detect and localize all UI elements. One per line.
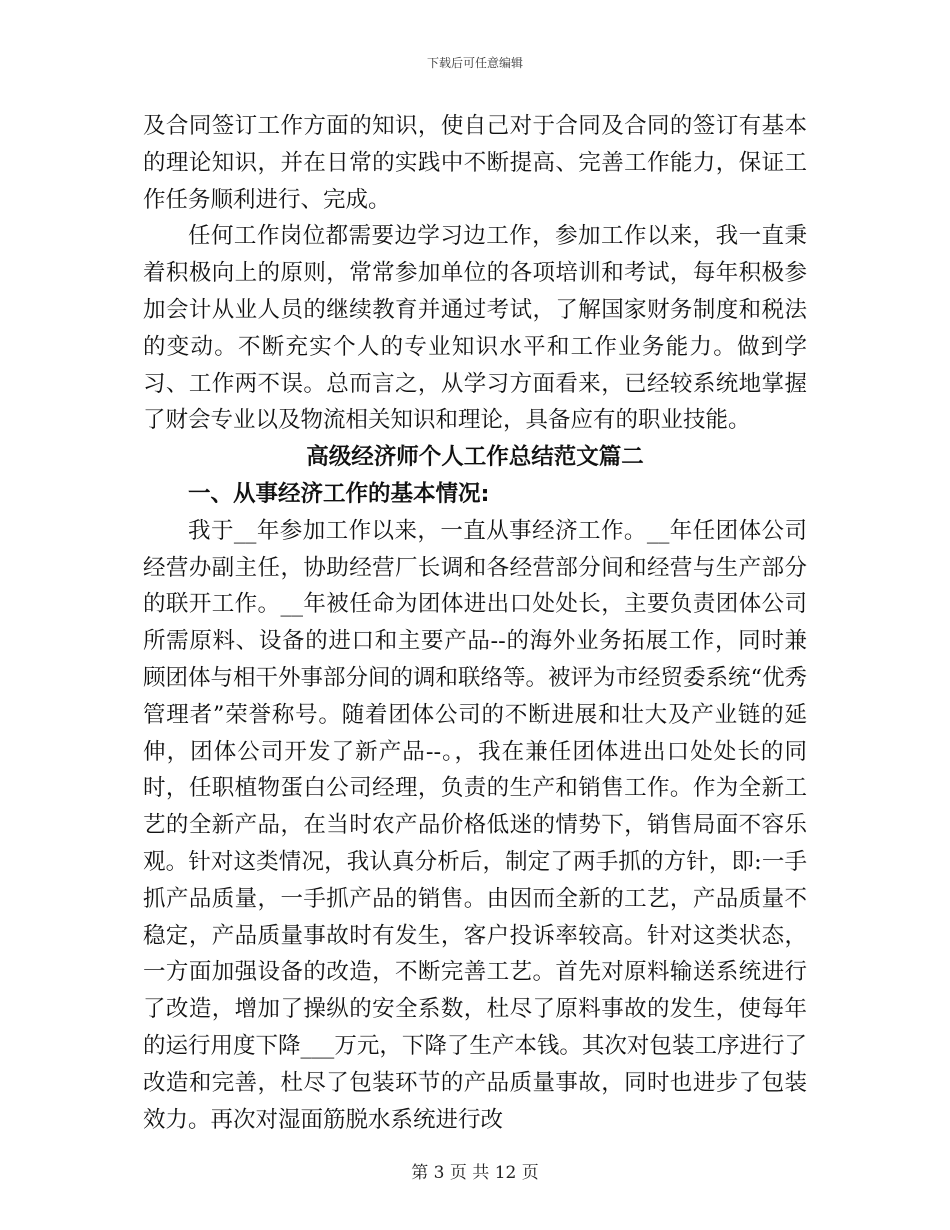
- paragraph-learning: 任何工作岗位都需要边学习边工作，参加工作以来，我一直秉着积极向上的原则，常常参加单位的各项培训和考试，每年积极参加会计从业人员的继续教育并通过考试，了解国家财务制度和税法的变动。不断充实个人的专业知识水平和工作业务能力。做到学习、工作两不误。总而言之，从学习方面看来，已经较系统地掌握了财会专业以及物流相关知识和理论，具备应有的职业技能。: [143, 223, 807, 434]
- sub-heading-basic-situation: 一、从事经济工作的基本情况:: [188, 480, 490, 507]
- page-number-footer: 第 3 页 共 12 页: [411, 1163, 539, 1183]
- document-body: [143, 108, 807, 1138]
- page-header-note: 下载后可任意编辑: [426, 56, 523, 70]
- paragraph-contract-knowledge: 及合同签订工作方面的知识，使自己对于合同及合同的签订有基本的理论知识，并在日常的实践中不断提高、完善工作能力，保证工作任务顺利进行、完成。: [143, 113, 807, 213]
- paragraph-work-history: 我于__年参加工作以来，一直从事经济工作。__年任团体公司经营办副主任，协助经营厂长调和各经营部分间和经营与生产部分的联开工作。__年被任命为团体进出口处处长，主要负责团体公司所需原料、设备的进口和主要产品--的海外业务拓展工作，同时兼顾团体与相干外事部分间的调和联络等。被评为市经贸委系统“优秀管理者”荣誉称号。随着团体公司的不断进展和壮大及产业链的延伸，团体公司开发了新产品--。，我在兼任团体进出口处处长的同时，任职植物蛋白公司经理，负责的生产和销售工作。作为全新工艺的全新产品，在当时农产品价格低迷的情势下，销售局面不容乐观。针对这类情况，我认真分析后，制定了两手抓的方针，即:一手抓产品质量，一手抓产品的销售。由因而全新的工艺，产品质量不稳定，产品质量事故时有发生，客户投诉率较高。针对这类状态，一方面加强设备的改造，不断完善工艺。首先对原料输送系统进行了改造，增加了操纵的安全系数，杜尽了原料事故的发生，使每年的运行用度下降___万元，下降了生产本钱。其次对包装工序进行了改造和完善，杜尽了包装环节的产品质量事故，同时也进步了包装效力。再次对湿面筋脱水系统进行改: [143, 517, 808, 1133]
- section-title: 高级经济师个人工作总结范文篇二: [306, 444, 644, 471]
